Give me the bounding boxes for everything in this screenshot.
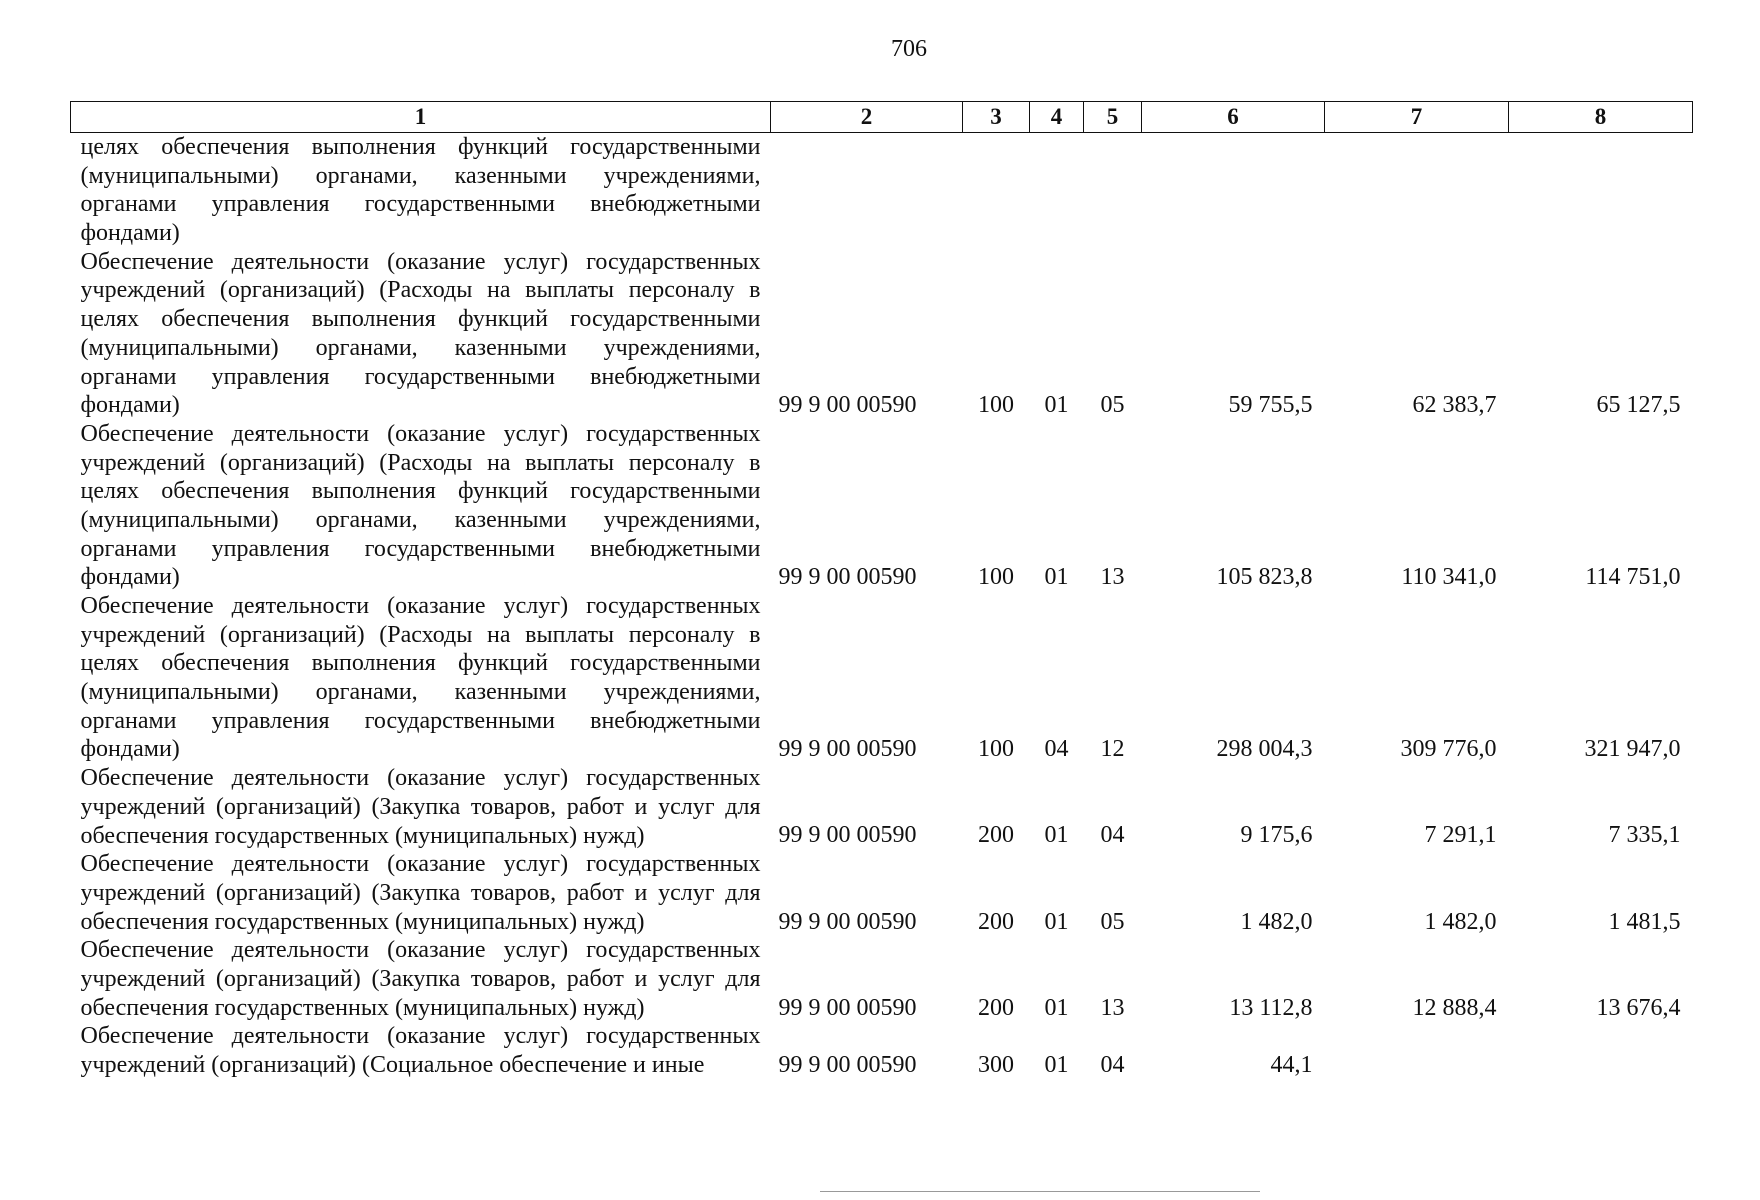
description-line: учреждений (организаций) (Расходы на выплаты персоналу в	[80, 277, 761, 304]
classification-code	[771, 133, 963, 248]
table-body	[71, 133, 1693, 1080]
section-code: 01	[1044, 564, 1069, 591]
amount-year-1: 44,1	[1270, 1051, 1313, 1078]
description-line: фондами)	[80, 392, 180, 419]
row-description	[71, 592, 771, 764]
amount-year-1: 9 175,6	[1240, 822, 1313, 849]
budget-table	[70, 101, 1693, 1080]
section-code: 01	[1044, 1051, 1069, 1078]
table-row	[71, 936, 1693, 1022]
amount-year-3: 65 127,5	[1596, 392, 1681, 419]
amount-year-3: 7 335,1	[1608, 822, 1681, 849]
description-line: обеспечения государственных (муниципальных) нужд)	[80, 994, 645, 1021]
expense-type-code: 100	[978, 736, 1014, 763]
description-line: учреждений (организаций) (Расходы на выплаты персоналу в	[80, 449, 761, 476]
column-header-8: 8	[1509, 102, 1693, 133]
amount-year-2: 12 888,4	[1412, 994, 1497, 1021]
header-row	[71, 102, 1693, 133]
description-line: (муниципальными) органами, казенными учреждениями,	[80, 506, 761, 533]
amount-year-2	[1325, 133, 1509, 248]
section-code	[1030, 133, 1084, 248]
section-code: 01	[1044, 908, 1069, 935]
description-line: обеспечения государственных (муниципальных) нужд)	[80, 908, 645, 935]
table-row	[71, 133, 1693, 248]
row-description	[71, 1022, 771, 1079]
subsection-code: 13	[1100, 994, 1125, 1021]
description-line: фондами)	[80, 736, 180, 763]
amount-year-3: 321 947,0	[1584, 736, 1681, 763]
classification-code: 99 9 00 00590	[778, 736, 917, 763]
description-line: Обеспечение деятельности (оказание услуг) государственных	[80, 593, 761, 619]
amount-year-2: 309 776,0	[1400, 736, 1497, 763]
amount-year-3: 1 481,5	[1608, 908, 1681, 935]
description-line: (муниципальными) органами, казенными учреждениями,	[80, 334, 761, 361]
row-description	[71, 420, 771, 592]
row-description	[71, 764, 771, 850]
description-line: (муниципальными) органами, казенными учреждениями,	[80, 162, 761, 189]
description-line: целях обеспечения выполнения функций государственными	[80, 306, 761, 333]
expense-type-code: 200	[978, 994, 1014, 1021]
description-line: Обеспечение деятельности (оказание услуг) государственных	[80, 765, 761, 792]
description-line: целях обеспечения выполнения функций государственными	[80, 650, 761, 677]
description-line: учреждений (организаций) (Закупка товаров, работ и услуг для	[80, 965, 761, 992]
classification-code: 99 9 00 00590	[778, 1051, 917, 1078]
amount-year-3: 114 751,0	[1585, 564, 1681, 591]
footer-rule	[820, 1191, 1260, 1192]
column-header-6: 6	[1142, 102, 1325, 133]
description-line: целях обеспечения выполнения функций государственными	[80, 478, 761, 505]
expense-type-code: 200	[978, 822, 1014, 849]
table-row	[71, 592, 1693, 764]
amount-year-1: 59 755,5	[1228, 392, 1313, 419]
expense-type-code: 300	[978, 1051, 1014, 1078]
table-row	[71, 850, 1693, 936]
classification-code: 99 9 00 00590	[778, 564, 917, 591]
row-description	[71, 936, 771, 1022]
description-line: фондами)	[80, 564, 180, 591]
column-header-7: 7	[1325, 102, 1509, 133]
table-row	[71, 420, 1693, 592]
amount-year-3	[1509, 1022, 1693, 1079]
description-line: Обеспечение деятельности (оказание услуг) государственных	[80, 248, 761, 275]
row-description	[71, 248, 771, 420]
subsection-code: 04	[1100, 822, 1125, 849]
section-code: 01	[1044, 994, 1069, 1021]
amount-year-2: 7 291,1	[1424, 822, 1497, 849]
table-row	[71, 248, 1693, 420]
subsection-code	[1084, 133, 1142, 248]
column-header-4: 4	[1030, 102, 1084, 133]
column-header-2: 2	[771, 102, 963, 133]
column-header-1: 1	[71, 102, 771, 133]
amount-year-2: 1 482,0	[1424, 908, 1497, 935]
classification-code: 99 9 00 00590	[778, 994, 917, 1021]
section-code: 01	[1044, 822, 1069, 849]
classification-code: 99 9 00 00590	[778, 822, 917, 849]
table-row	[71, 764, 1693, 850]
row-description	[71, 850, 771, 936]
description-line: Обеспечение деятельности (оказание услуг) государственных	[80, 851, 761, 878]
description-line: целях обеспечения выполнения функций государственными	[80, 134, 761, 160]
table-header	[71, 102, 1693, 133]
expense-type-code: 200	[978, 908, 1014, 935]
description-line: органами управления государственными внебюджетными	[80, 191, 761, 218]
amount-year-1: 105 823,8	[1216, 564, 1313, 591]
description-line: органами управления государственными внебюджетными	[80, 535, 761, 562]
expense-type-code: 100	[978, 564, 1014, 591]
amount-year-1: 298 004,3	[1216, 736, 1313, 763]
amount-year-2	[1325, 1022, 1509, 1079]
description-line: фондами)	[80, 220, 180, 247]
amount-year-3	[1509, 133, 1693, 248]
column-header-3: 3	[963, 102, 1030, 133]
section-code: 04	[1044, 736, 1069, 763]
description-line: (муниципальными) органами, казенными учреждениями,	[80, 679, 761, 706]
description-line: органами управления государственными внебюджетными	[80, 363, 761, 390]
expense-type-code	[963, 133, 1030, 248]
description-line: учреждений (организаций) (Закупка товаров, работ и услуг для	[80, 793, 761, 820]
description-line: учреждений (организаций) (Расходы на выплаты персоналу в	[80, 621, 761, 648]
amount-year-3: 13 676,4	[1596, 994, 1681, 1021]
subsection-code: 13	[1100, 564, 1125, 591]
subsection-code: 12	[1100, 736, 1125, 763]
amount-year-2: 62 383,7	[1412, 392, 1497, 419]
description-line: учреждений (организаций) (Социальное обеспечение и иные	[80, 1052, 705, 1078]
description-line: учреждений (организаций) (Закупка товаров, работ и услуг для	[80, 879, 761, 906]
table-row	[71, 1022, 1693, 1079]
row-description	[71, 133, 771, 248]
subsection-code: 04	[1100, 1051, 1125, 1078]
classification-code: 99 9 00 00590	[778, 908, 917, 935]
section-code: 01	[1044, 392, 1069, 419]
column-header-5: 5	[1084, 102, 1142, 133]
description-line: Обеспечение деятельности (оказание услуг) государственных	[80, 937, 761, 964]
expense-type-code: 100	[978, 392, 1014, 419]
amount-year-1: 13 112,8	[1229, 994, 1313, 1021]
amount-year-1	[1142, 133, 1325, 248]
amount-year-2: 110 341,0	[1401, 564, 1497, 591]
amount-year-1: 1 482,0	[1240, 908, 1313, 935]
description-line: Обеспечение деятельности (оказание услуг) государственных	[80, 1023, 761, 1050]
description-line: Обеспечение деятельности (оказание услуг) государственных	[80, 420, 761, 447]
page-number: 706	[891, 36, 927, 62]
subsection-code: 05	[1100, 908, 1125, 935]
description-line: обеспечения государственных (муниципальных) нужд)	[80, 822, 645, 849]
classification-code: 99 9 00 00590	[778, 392, 917, 419]
description-line: органами управления государственными внебюджетными	[80, 707, 761, 734]
subsection-code: 05	[1100, 392, 1125, 419]
